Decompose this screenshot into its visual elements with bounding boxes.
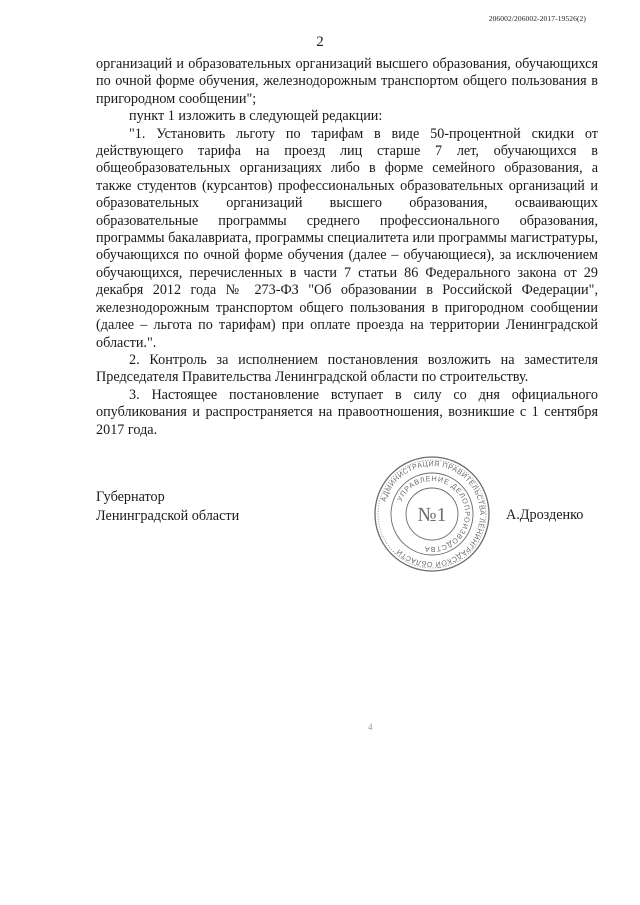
official-seal <box>372 454 492 574</box>
signatory-title-line1: Губернатор <box>96 489 165 505</box>
signatory-title <box>96 488 239 526</box>
handwritten-mark: 4 <box>368 722 373 732</box>
signatory-title-line2: Ленинградской области <box>96 508 240 524</box>
page-number: 2 <box>316 34 324 50</box>
paragraph-item-2: 2. Контроль за исполнением постановления возложить на заместителя Председателя Правительства Ленинградской области по строительству. <box>96 351 598 386</box>
paragraph-item-1: "1. Установить льготу по тарифам в виде 50-процентной скидки от действующего тарифа на проезд лиц старше 7 лет, обучающихся в общеобразовательных организациях либо в форме семейного образования, а также студентов (курсантов) профессиональных образовательных организаций и образовательных организаций высшего образования, осваивающих образовательные программы среднего профессионального образования, программы бакалавриата, программы специалитета или программы магистратуры, обучающихся по очной форме обучения (далее – обучающиеся), за исключением обучающихся, перечисленных в части 7 статьи 86 Федерального закона от 29 декабря 2012 года № 273-ФЗ "Об образовании в Российской Федерации", железнодорожным транспортом общего пользования в пригородном сообщении (далее – льгота по тарифам) при оплате проезда на территории Ленинградской области.". <box>96 125 598 351</box>
seal-outer-text: АДМИНИСТРАЦИЯ ПРАВИТЕЛЬСТВА ЛЕНИНГРАДСКОЙ ОБЛАСТИ <box>378 458 488 570</box>
signatory-name: А.Дрозденко <box>506 507 584 523</box>
paragraph-item-3: 3. Настоящее постановление вступает в силу со дня официального опубликования и распространяется на правоотношения, возникшие с 1 сентября 2017 года. <box>96 386 598 438</box>
paragraph-continuation: организаций и образовательных организаций высшего образования, обучающихся по очной форме обучения, железнодорожным транспортом общего пользования в пригородном сообщении"; <box>96 56 598 107</box>
document-id: 206002/206002-2017-19526(2) <box>488 14 586 23</box>
paragraph-amendment-intro: пункт 1 изложить в следующей редакции: <box>129 108 383 125</box>
document-body <box>96 56 598 439</box>
seal-number: №1 <box>417 504 447 526</box>
seal-inner-text: УПРАВЛЕНИЕ ДЕЛОПРОИЗВОДСТВА <box>394 473 473 555</box>
